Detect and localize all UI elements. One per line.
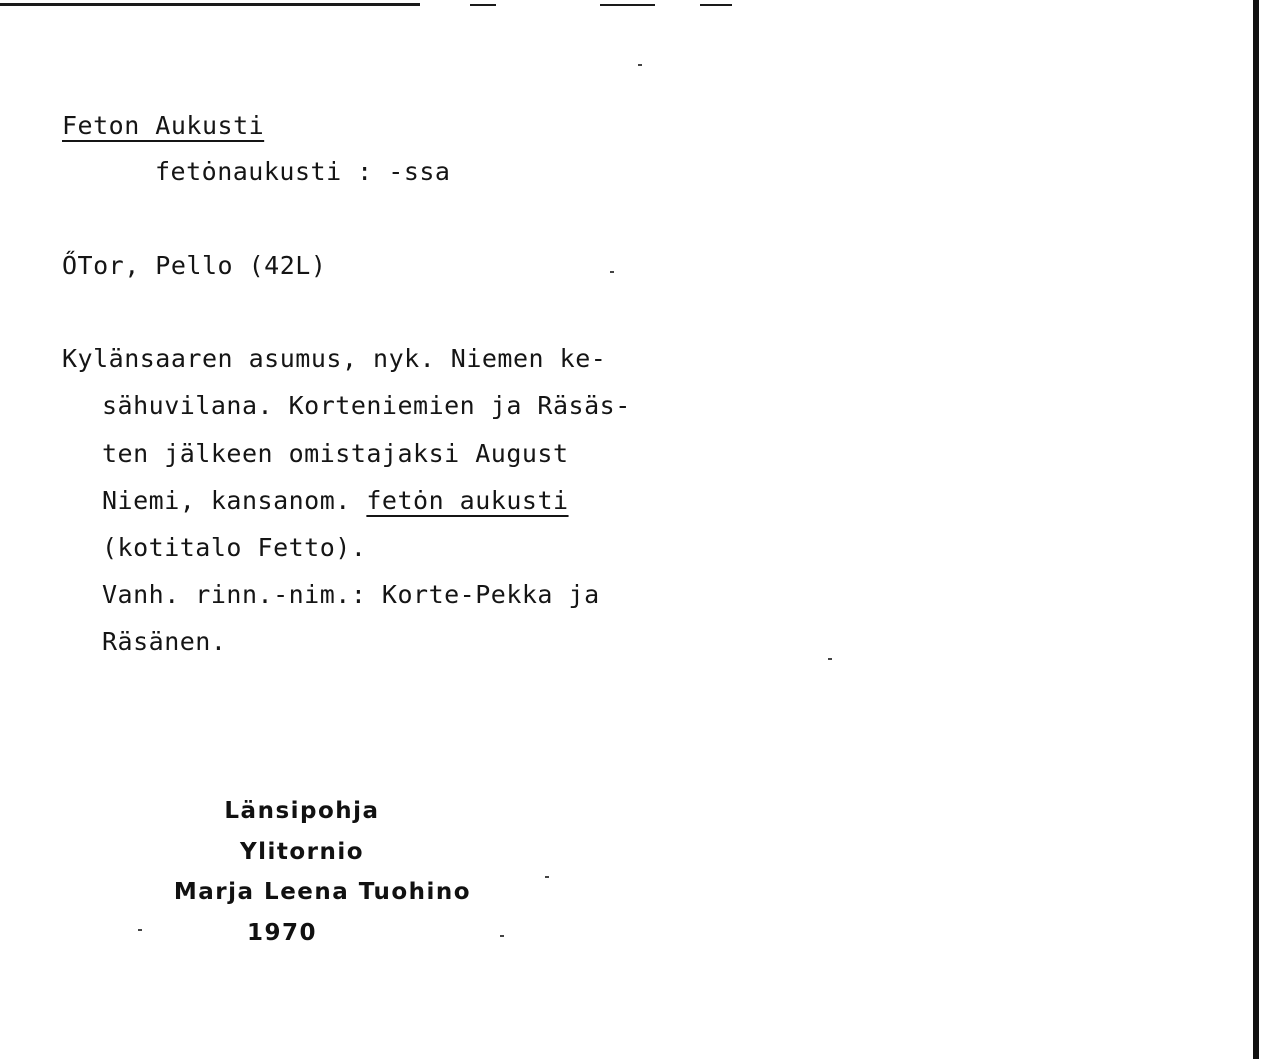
- card-top-edge: [0, 3, 420, 6]
- stamp-region: Länsipohja: [224, 798, 380, 824]
- description-line: Kylänsaaren asumus, nyk. Niemen ke-: [62, 344, 607, 373]
- scan-speck: [610, 271, 614, 273]
- card-top-edge-dash: [600, 4, 655, 6]
- description-line: (kotitalo Fetto).: [102, 533, 367, 562]
- card-right-edge: [1253, 0, 1259, 1059]
- card-top-edge-dash: [470, 4, 496, 6]
- description-line: ten jälkeen omistajaksi August: [102, 439, 569, 468]
- stamp-collector: Marja Leena Tuohino: [173, 879, 472, 905]
- scan-speck: [828, 658, 832, 660]
- scan-speck: [638, 64, 642, 66]
- place-name-heading: Feton Aukusti: [62, 111, 265, 140]
- stamp-year: 1970: [246, 920, 317, 946]
- stamp-parish: Ylitornio: [239, 839, 365, 865]
- scan-speck: [138, 929, 142, 931]
- card-top-edge-dash: [700, 4, 732, 6]
- description-line: Räsänen.: [102, 627, 227, 656]
- location-line: ŐTor, Pello (42L): [62, 251, 327, 280]
- scan-speck: [545, 876, 549, 878]
- description-line: Vanh. rinn.-nim.: Korte-Pekka ja: [102, 580, 600, 609]
- pronunciation-line: fetȯnaukusti : -ssa: [155, 157, 451, 186]
- description-line: [102, 486, 569, 516]
- underlined-local-name: fetȯn aukusti: [366, 486, 569, 515]
- scan-speck: [500, 935, 504, 937]
- description-text: Niemi, kansanom.: [102, 486, 367, 515]
- description-line: sähuvilana. Korteniemien ja Räsäs-: [102, 391, 631, 420]
